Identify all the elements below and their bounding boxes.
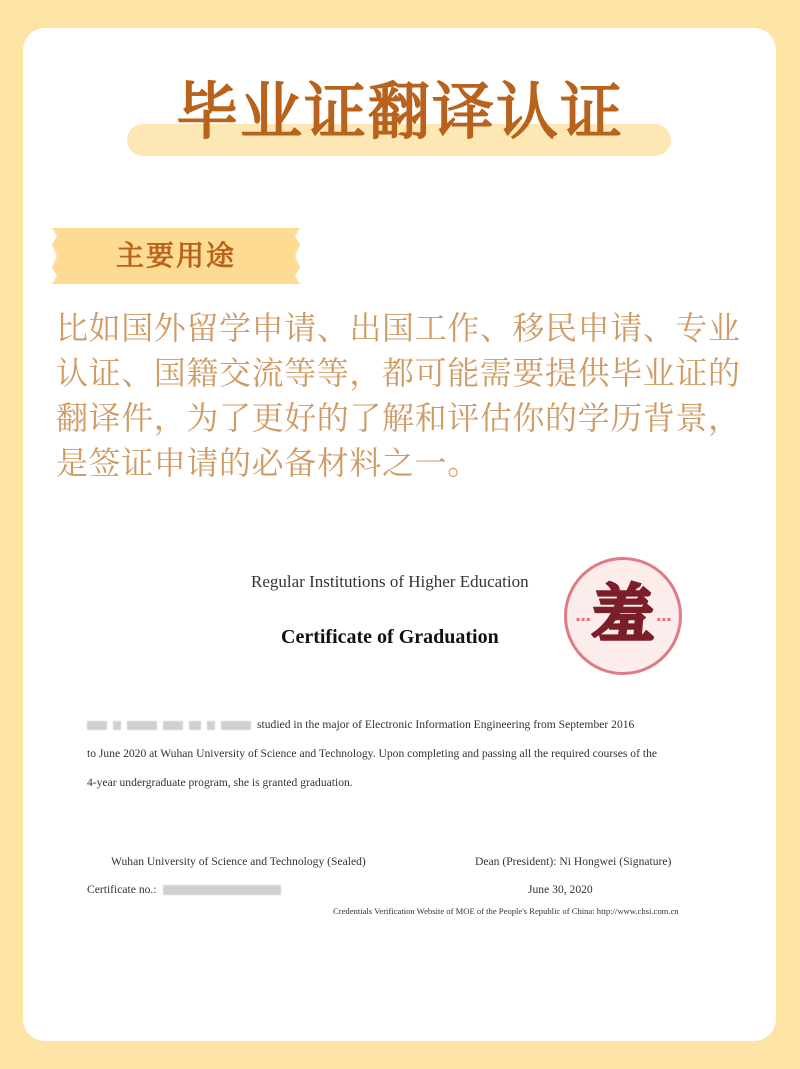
- seal-character: 羞: [591, 577, 654, 650]
- certificate-body-line-2: to June 2020 at Wuhan University of Science and Technology. Upon completing and passing all the required courses of the: [87, 747, 658, 760]
- seal-dots-right: ···: [655, 610, 671, 629]
- redacted-name: [207, 721, 215, 730]
- certificate-heading: Certificate of Graduation: [281, 626, 499, 648]
- redacted-name: [189, 721, 201, 730]
- certificate-sealed-by: Wuhan University of Science and Technology (Sealed): [111, 855, 366, 868]
- redacted-name: [113, 721, 121, 730]
- certificate-body-line-1: [87, 710, 727, 739]
- redacted-name: [221, 721, 251, 730]
- privacy-seal-sticker: [564, 557, 682, 675]
- redacted-name: [87, 721, 107, 730]
- certificate-body-text-1: studied in the major of Electronic Information Engineering from September 2016: [257, 718, 635, 731]
- certificate-number-label: Certificate no.:: [87, 883, 157, 896]
- seal-dots-left: ···: [575, 610, 591, 629]
- certificate-body-line-3: 4-year undergraduate program, she is granted graduation.: [87, 776, 353, 789]
- certificate-dean-signature: Dean (President): Ni Hongwei (Signature): [475, 855, 672, 868]
- redacted-certificate-number: [163, 885, 281, 895]
- certificate-institution-type: Regular Institutions of Higher Education: [251, 572, 529, 591]
- certificate-number: [87, 883, 287, 896]
- certificate-date: June 30, 2020: [528, 883, 593, 896]
- page-title: 毕业证翻译认证: [175, 75, 624, 148]
- certificate-verification-note: Credentials Verification Website of MOE of the People's Republic of China: http://www.chsi.com.cn: [333, 906, 679, 916]
- redacted-name: [163, 721, 183, 730]
- redacted-name: [127, 721, 157, 730]
- certificate-body: [87, 710, 727, 797]
- usage-paragraph: 比如国外留学申请、出国工作、移民申请、专业认证、国籍交流等等，都可能需要提供毕业证的翻译件，为了更好的了解和评估你的学历背景，是签证申请的必备材料之一。: [56, 309, 741, 482]
- section-tag-label: 主要用途: [115, 239, 236, 272]
